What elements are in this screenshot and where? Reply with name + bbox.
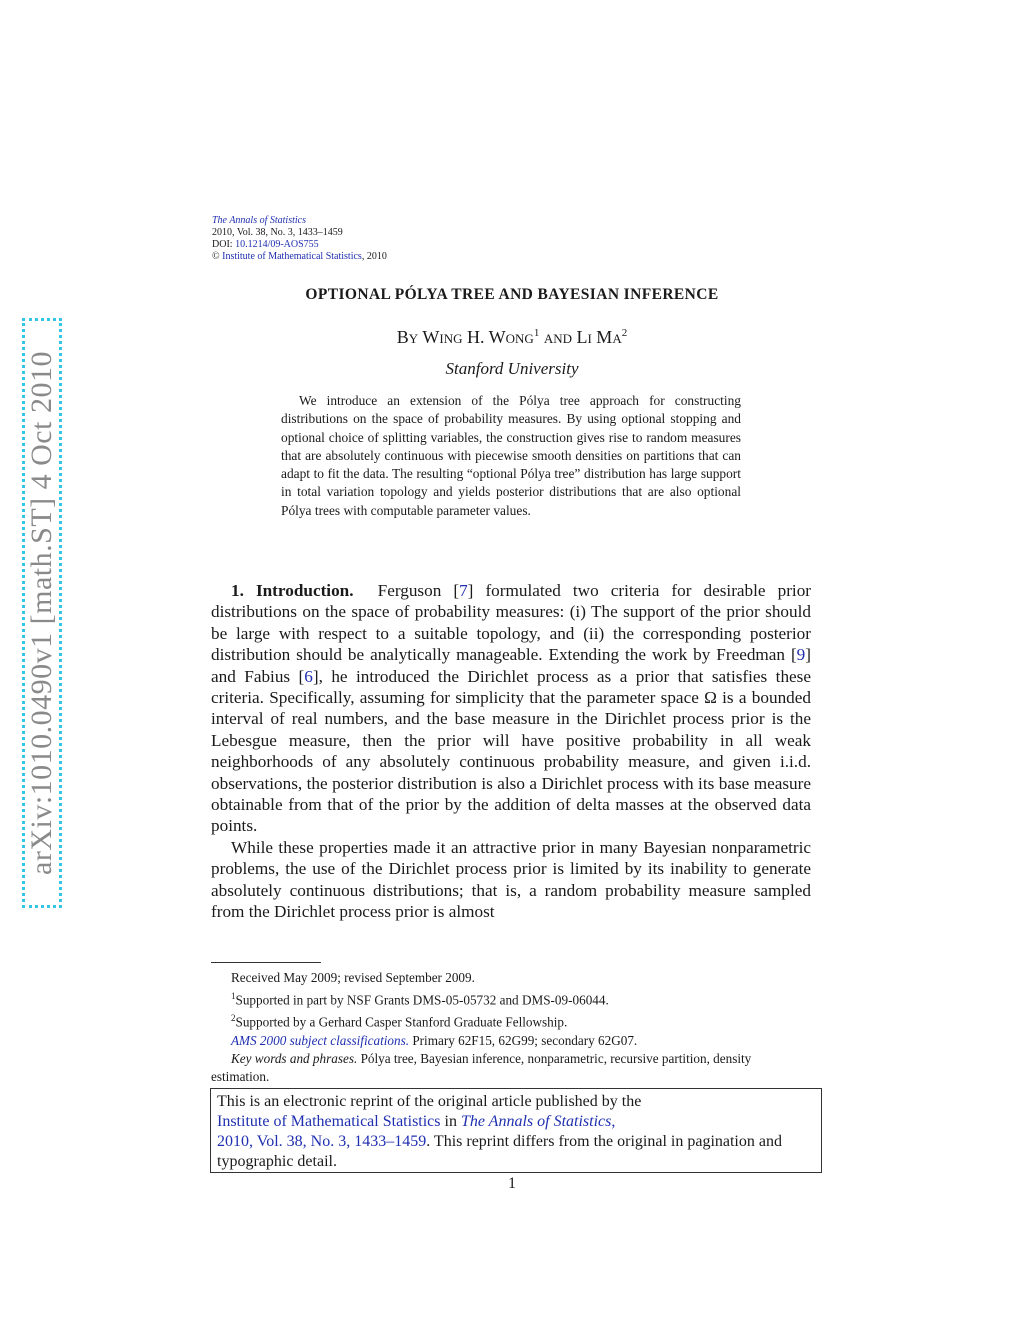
text-run: ] formulated two criteria for desirable prior distributions on the space of probability measures: (i) The support of the prior should be large with respect to a suitable topology, and (ii) the corresponding posterior distribution should be analytically manageable. Extending the work by Freedman [ — [211, 581, 812, 665]
journal-header — [212, 215, 387, 263]
footnote-text: Supported in part by NSF Grants DMS-05-05732 and DMS-09-06044. — [235, 992, 609, 1008]
footnote-2 — [211, 1009, 811, 1031]
received-note: Received May 2009; revised September 2009. — [231, 970, 475, 985]
by-word: By — [396, 327, 419, 347]
intro-paragraph-1 — [211, 580, 811, 837]
page-number: 1 — [508, 1175, 516, 1192]
text-run: Ferguson [ — [377, 581, 460, 600]
reprint-text: in — [440, 1113, 461, 1130]
introduction-section — [211, 580, 811, 923]
reprint-publisher-link[interactable]: Institute of Mathematical Statistics — [217, 1113, 441, 1130]
footnotes — [211, 969, 811, 1086]
publisher-link[interactable]: Institute of Mathematical Statistics — [222, 251, 362, 262]
paper-title: OPTIONAL PÓLYA TREE AND BAYESIAN INFERENCE — [305, 286, 719, 303]
reprint-text: This is an electronic reprint of the original article published by the — [217, 1093, 642, 1110]
footnote-text: Supported by a Gerhard Casper Stanford Graduate Fellowship. — [235, 1014, 568, 1030]
reprint-journal-link[interactable]: The Annals of Statistics — [460, 1113, 612, 1130]
footnote-marker: 2 — [231, 1013, 236, 1024]
intro-paragraph-2: While these properties made it an attractive prior in many Bayesian nonparametric problems, the use of the Dirichlet process prior is limited by its inability to generate absolutely continuous distributions; that is, a random probability measure sampled from the Dirichlet process prior is almost — [211, 837, 811, 922]
text-run: ], he introduced the Dirichlet process as a prior that satisfies these criteria. Specifically, assuming for simplicity that the parameter space Ω is a bounded interval of real numbers, and the base measure in the Dirichlet process prior is the Lebesgue measure, then the prior will have positive probability in all weak neighborhoods of any absolutely continuous probability measure, and given i.i.d. observations, the posterior distribution is also a Dirichlet process with its base measure obtainable from that of the prior by the addition of delta masses at the observed data points. — [211, 666, 811, 836]
arxiv-stamp — [22, 318, 62, 908]
arxiv-identifier: arXiv:1010.0490v1 [math.ST] 4 Oct 2010 — [25, 351, 58, 875]
journal-name-link[interactable]: The Annals of Statistics — [212, 215, 306, 226]
reprint-text: . This reprint differs from the original in pagination and typographic detail. — [217, 1133, 782, 1170]
footnote-marker: 1 — [231, 991, 236, 1001]
ams-classification — [211, 1032, 811, 1050]
citation-link-7[interactable]: 7 — [459, 581, 468, 600]
footnote-marker: 1 — [533, 327, 540, 339]
abstract-text: We introduce an extension of the Pólya tree approach for constructing distributions on the space of probability measures. By using optional stopping and optional choice of splitting variables, the construction gives rise to random measures that are absolutely continuous with piecewise smooth densities on partitions that can adapt to fit the data. The resulting “optional Pólya tree” distribution has large support in total variation topology and yields posterior distributions that are also optional Pólya trees with computable parameter values. — [281, 393, 741, 518]
section-heading: 1. Introduction. — [231, 581, 354, 600]
keywords-label: Key words and phrases. — [231, 1050, 358, 1066]
abstract — [281, 392, 741, 520]
author-name: Wing H. Wong — [422, 327, 534, 347]
reprint-notice — [210, 1088, 822, 1173]
reprint-comma: , — [611, 1113, 616, 1130]
keywords — [211, 1050, 811, 1086]
author-line — [0, 327, 1024, 348]
citation-link-9[interactable]: 9 — [796, 645, 806, 665]
citation-link-6[interactable]: 6 — [304, 666, 313, 686]
author-name: Li Ma — [576, 327, 622, 347]
affiliation: Stanford University — [445, 359, 579, 378]
ams-classification-link[interactable]: AMS 2000 subject classifications. — [231, 1032, 410, 1048]
footnote-divider — [211, 962, 321, 963]
doi-link[interactable]: 10.1214/09-AOS755 — [235, 239, 319, 250]
text-run: ] and Fabius [ — [211, 645, 811, 686]
copyright-year: , 2010 — [361, 251, 387, 262]
ams-codes: Primary 62F15, 62G99; secondary 62G07. — [409, 1032, 638, 1048]
and-word: and — [543, 327, 572, 347]
reprint-citation-link[interactable]: 2010, Vol. 38, No. 3, 1433–1459 — [217, 1133, 427, 1150]
footnote-marker: 2 — [621, 327, 628, 339]
copyright-symbol: © — [212, 251, 220, 262]
doi-label: DOI: — [212, 239, 233, 250]
journal-volume: 2010, Vol. 38, No. 3, 1433–1459 — [212, 227, 343, 238]
keywords-text: Pólya tree, Bayesian inference, nonparametric, recursive partition, density estimation. — [211, 1050, 752, 1084]
footnote-1 — [211, 987, 811, 1009]
